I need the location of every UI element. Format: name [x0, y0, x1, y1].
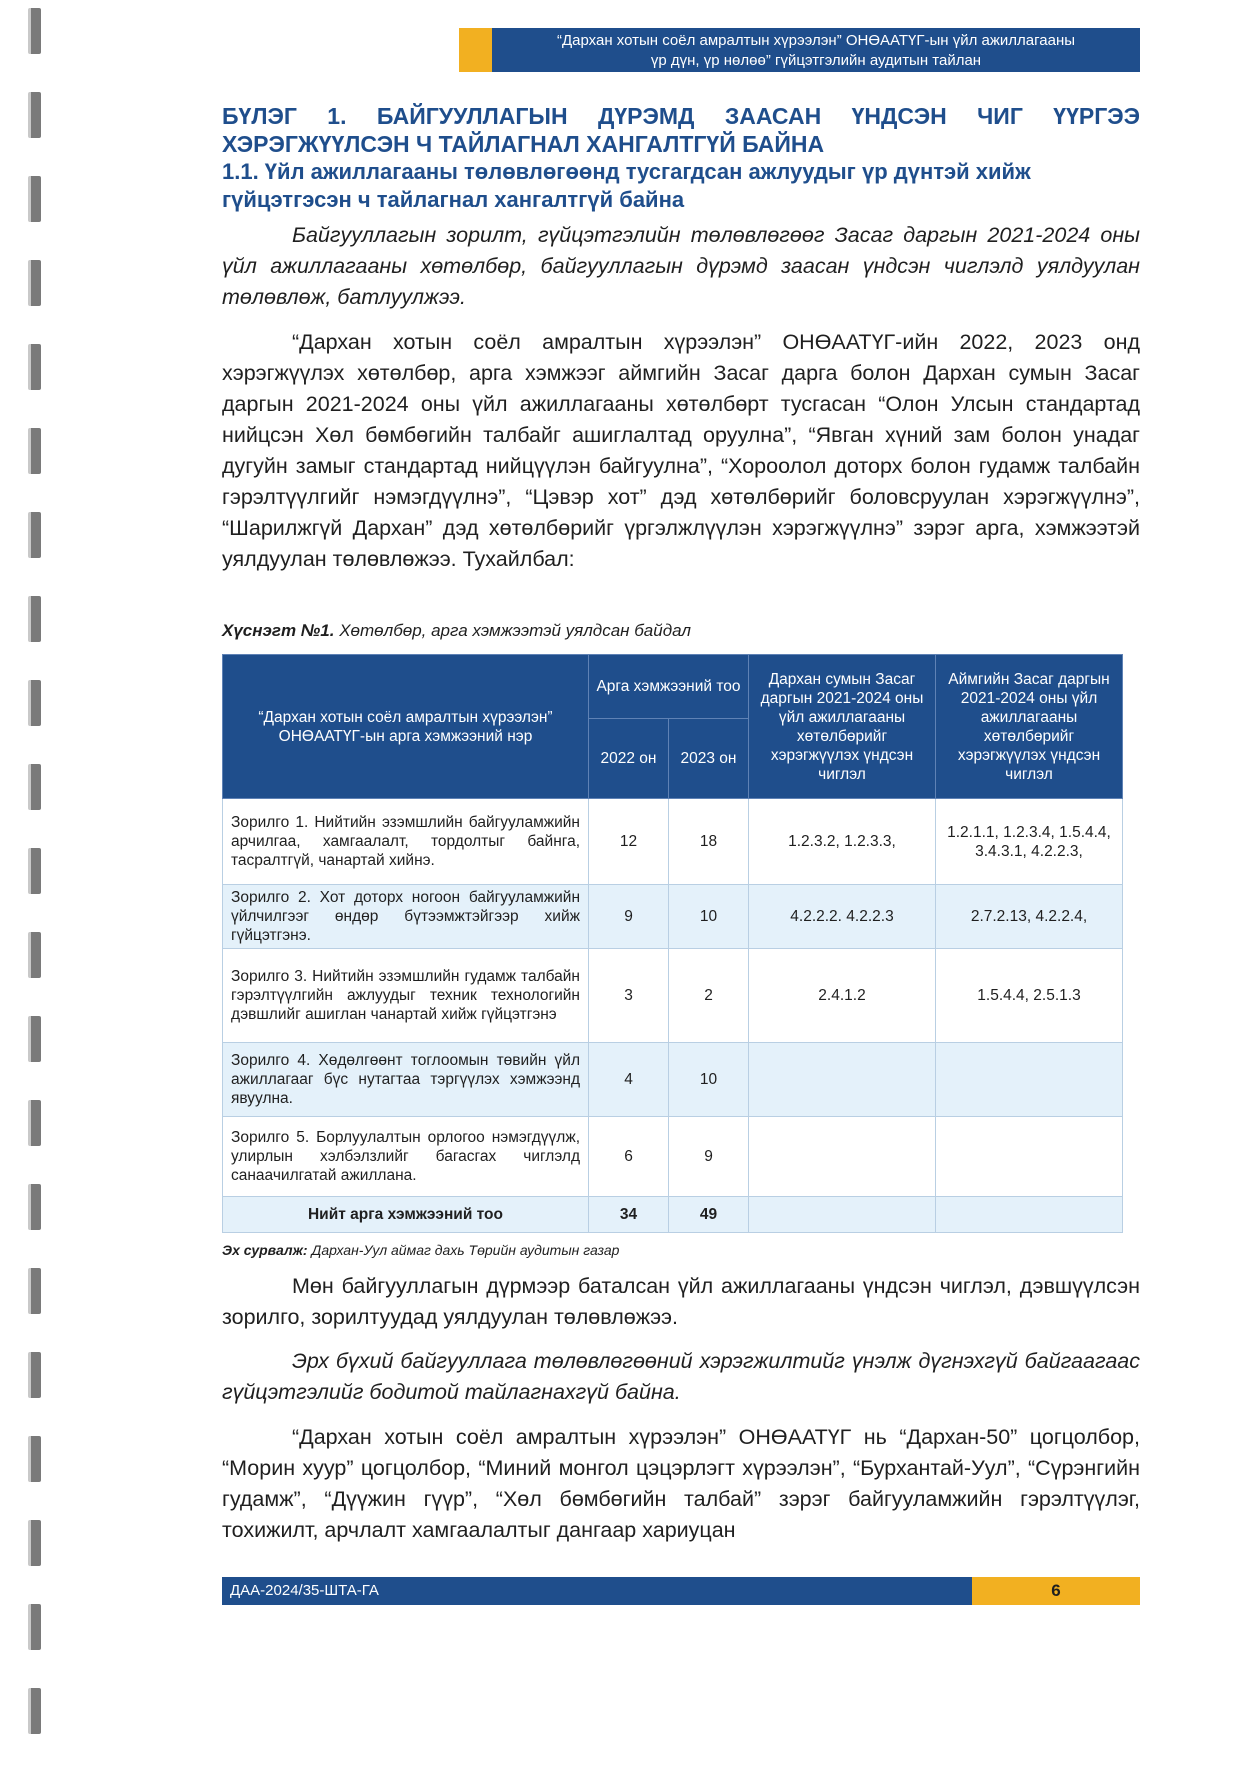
- binder-hole: [28, 1688, 41, 1734]
- aimag-direction-cell: 1.5.4.4, 2.5.1.3: [936, 949, 1123, 1043]
- binder-hole: [28, 260, 41, 306]
- table-row: [223, 1117, 1123, 1197]
- count-2022-cell: 4: [589, 1043, 669, 1117]
- header-line-2: үр дүн, үр нөлөө” гүйцэтгэлийн аудитын тайлан: [650, 52, 982, 69]
- program-alignment-table: [222, 654, 1123, 1233]
- body-paragraph-3: Эрх бүхий байгууллага төлөвлөгөөний хэрэгжилтийг үнэлж дүгнэхгүй байгаагаас гүйцэтгэлийг бодитой тайлагнахгүй байна.: [222, 1349, 1140, 1404]
- total-label-cell: Нийт арга хэмжээний тоо: [223, 1197, 589, 1233]
- binder-hole: [28, 1268, 41, 1314]
- sum-direction-cell: 4.2.2.2. 4.2.2.3: [749, 885, 936, 949]
- count-2023-cell: 2: [669, 949, 749, 1043]
- binder-hole: [28, 344, 41, 390]
- total-2022-cell: 34: [589, 1197, 669, 1233]
- goal-cell: Зорилго 1. Нийтийн эзэмшлийн байгууламжийн арчилгаа, хамгаалалт, тордолтыг байнга, тасралтгүй, чанартай хийнэ.: [223, 799, 589, 885]
- body-paragraph-2: Мөн байгууллагын дүрмээр баталсан үйл ажиллагааны үндсэн чиглэл, дэвшүүлсэн зорилго, зорилтуудад уялдуулан төлөвлөжээ.: [222, 1274, 1140, 1329]
- col-header-count: Арга хэмжээний тоо: [589, 655, 749, 719]
- page-header: [492, 28, 1140, 72]
- table-row: [223, 799, 1123, 885]
- binder-hole: [28, 512, 41, 558]
- aimag-direction-cell: [936, 1043, 1123, 1117]
- binder-hole: [28, 764, 41, 810]
- col-header-aimag: Аймгийн Засаг даргын 2021-2024 оны үйл ажиллагааны хөтөлбөрийг хэрэгжүүлэх үндсэн чиглэл: [936, 655, 1123, 799]
- goal-cell: Зорилго 4. Хөдөлгөөнт тоглоомын төвийн үйл ажиллагааг бүс нутагтаа тэргүүлэх хэмжээнд явуулна.: [223, 1043, 589, 1117]
- binder-holes: [28, 0, 44, 1765]
- aimag-direction-cell: 1.2.1.1, 1.2.3.4, 1.5.4.4, 3.4.3.1, 4.2.2.3,: [936, 799, 1123, 885]
- binder-hole: [28, 1436, 41, 1482]
- header-line-1: “Дархан хотын соёл амралтын хүрээлэн” ОНӨААТҮГ-ын үйл ажиллагааны: [556, 32, 1076, 49]
- total-empty-cell: [936, 1197, 1123, 1233]
- footer-code: ДАА-2024/35-ШТА-ГА: [222, 1577, 972, 1605]
- body-paragraph-4: “Дархан хотын соёл амралтын хүрээлэн” ОНӨААТҮГ нь “Дархан-50” цогцолбор, “Морин хуур” цогцолбор, “Миний монгол цэцэрлэгт хүрээлэн”, “Бурхантай-Уул”, “Сүрэнгийн гудамж”, “Дүүжин гүүр”, “Хөл бөмбөгийн талбай” зэрэг байгууламжийн гэрэлтүүлэг, тохижилт, арчлалт хамгаалалтыг дангаар хариуцан: [222, 1425, 1140, 1542]
- count-2023-cell: 9: [669, 1117, 749, 1197]
- body-paragraph-1: “Дархан хотын соёл амралтын хүрээлэн” ОНӨААТҮГ-ийн 2022, 2023 онд хэрэгжүүлэх хөтөлбөр, арга хэмжээг аймгийн Засаг дарга болон Дархан сумын Засаг даргын 2021-2024 оны үйл ажиллагааны хөтөлбөрт тусгасан “Олон Улсын стандартад нийцсэн Хөл бөмбөгийн талбайг ашиглалтад оруулна”, “Явган хүний зам болон унадаг дугуйн замыг стандартад нийцүүлэн байгуулна”, “Хороолол доторх болон гудамж талбайн гэрэлтүүлгийг нэмэгдүүлнэ”, “Цэвэр хот” дэд хөтөлбөрийг боловсруулан хэрэгжүүлнэ”, “Шарилжгүй Дархан” дэд хөтөлбөрийг үргэлжлүүлэн хэрэгжүүлнэ” зэрэг арга, хэмжээтэй уялдуулан төлөвлөжээ. Тухайлбал:: [222, 330, 1140, 571]
- goal-cell: Зорилго 5. Борлуулалтын орлогоо нэмэгдүүлж, улирлын хэлбэлзлийг багасгах чиглэлд санаачилгатай ажиллана.: [223, 1117, 589, 1197]
- count-2022-cell: 12: [589, 799, 669, 885]
- binder-hole: [28, 92, 41, 138]
- source-text: Дархан-Уул аймаг дахь Төрийн аудитын газар: [307, 1242, 620, 1258]
- binder-hole: [28, 1184, 41, 1230]
- binder-hole: [28, 1352, 41, 1398]
- col-header-2022: 2022 он: [589, 719, 669, 799]
- table-source: [222, 1242, 619, 1258]
- intro-paragraph: Байгууллагын зорилт, гүйцэтгэлийн төлөвлөгөөг Засаг даргын 2021-2024 оны үйл ажиллагааны хөтөлбөр, байгууллагын дүрэмд заасан үндсэн чиглэлд уялдуулан төлөвлөж, батлуулжээ.: [222, 223, 1140, 309]
- table-row: [223, 885, 1123, 949]
- table-total-row: [223, 1197, 1123, 1233]
- col-header-sum: Дархан сумын Засаг даргын 2021-2024 оны үйл ажиллагааны хөтөлбөрийг хэрэгжүүлэх үндсэн чиглэл: [749, 655, 936, 799]
- total-empty-cell: [749, 1197, 936, 1233]
- count-2023-cell: 10: [669, 885, 749, 949]
- table-caption-text: Хөтөлбөр, арга хэмжээтэй уялдсан байдал: [334, 621, 691, 640]
- binder-hole: [28, 932, 41, 978]
- binder-hole: [28, 1016, 41, 1062]
- table-row: [223, 949, 1123, 1043]
- total-2023-cell: 49: [669, 1197, 749, 1233]
- table-row: [223, 1043, 1123, 1117]
- source-label: Эх сурвалж:: [222, 1242, 308, 1258]
- count-2022-cell: 3: [589, 949, 669, 1043]
- binder-hole: [28, 680, 41, 726]
- sum-direction-cell: 2.4.1.2: [749, 949, 936, 1043]
- goal-cell: Зорилго 3. Нийтийн эзэмшлийн гудамж талбайн гэрэлтүүлгийн ажлуудыг техник технологийн дэвшлийг ашиглан чанартай хийж гүйцэтгэнэ: [223, 949, 589, 1043]
- binder-hole: [28, 596, 41, 642]
- binder-hole: [28, 176, 41, 222]
- chapter-title: БҮЛЭГ 1. БАЙГУУЛЛАГЫН ДҮРЭМД ЗААСАН ҮНДСЭН ЧИГ ҮҮРГЭЭ ХЭРЭГЖҮҮЛСЭН Ч ТАЙЛАГНАЛ ХАНГАЛТГҮЙ БАЙНА: [222, 103, 1140, 157]
- count-2023-cell: 10: [669, 1043, 749, 1117]
- binder-hole: [28, 1604, 41, 1650]
- aimag-direction-cell: 2.7.2.13, 4.2.2.4,: [936, 885, 1123, 949]
- binder-hole: [28, 1100, 41, 1146]
- sum-direction-cell: [749, 1043, 936, 1117]
- count-2022-cell: 6: [589, 1117, 669, 1197]
- count-2023-cell: 18: [669, 799, 749, 885]
- page-number: 6: [972, 1577, 1140, 1605]
- goal-cell: Зорилго 2. Хот доторх ногоон байгууламжийн үйлчилгээг өндөр бүтээмжтэйгээр хийж гүйцэтгэнэ.: [223, 885, 589, 949]
- sum-direction-cell: 1.2.3.2, 1.2.3.3,: [749, 799, 936, 885]
- table-caption-label: Хүснэгт №1.: [222, 621, 335, 640]
- binder-hole: [28, 848, 41, 894]
- aimag-direction-cell: [936, 1117, 1123, 1197]
- col-header-2023: 2023 он: [669, 719, 749, 799]
- col-header-name: “Дархан хотын соёл амралтын хүрээлэн” ОНӨААТҮГ-ын арга хэмжээний нэр: [223, 655, 589, 799]
- section-title: 1.1. Үйл ажиллагааны төлөвлөгөөнд тусгагдсан ажлуудыг үр дүнтэй хийж гүйцэтгэсэн ч тайлагнал хангалтгүй байна: [222, 159, 1031, 212]
- binder-hole: [28, 8, 41, 54]
- sum-direction-cell: [749, 1117, 936, 1197]
- binder-hole: [28, 428, 41, 474]
- count-2022-cell: 9: [589, 885, 669, 949]
- table-caption: [222, 621, 691, 641]
- binder-hole: [28, 1520, 41, 1566]
